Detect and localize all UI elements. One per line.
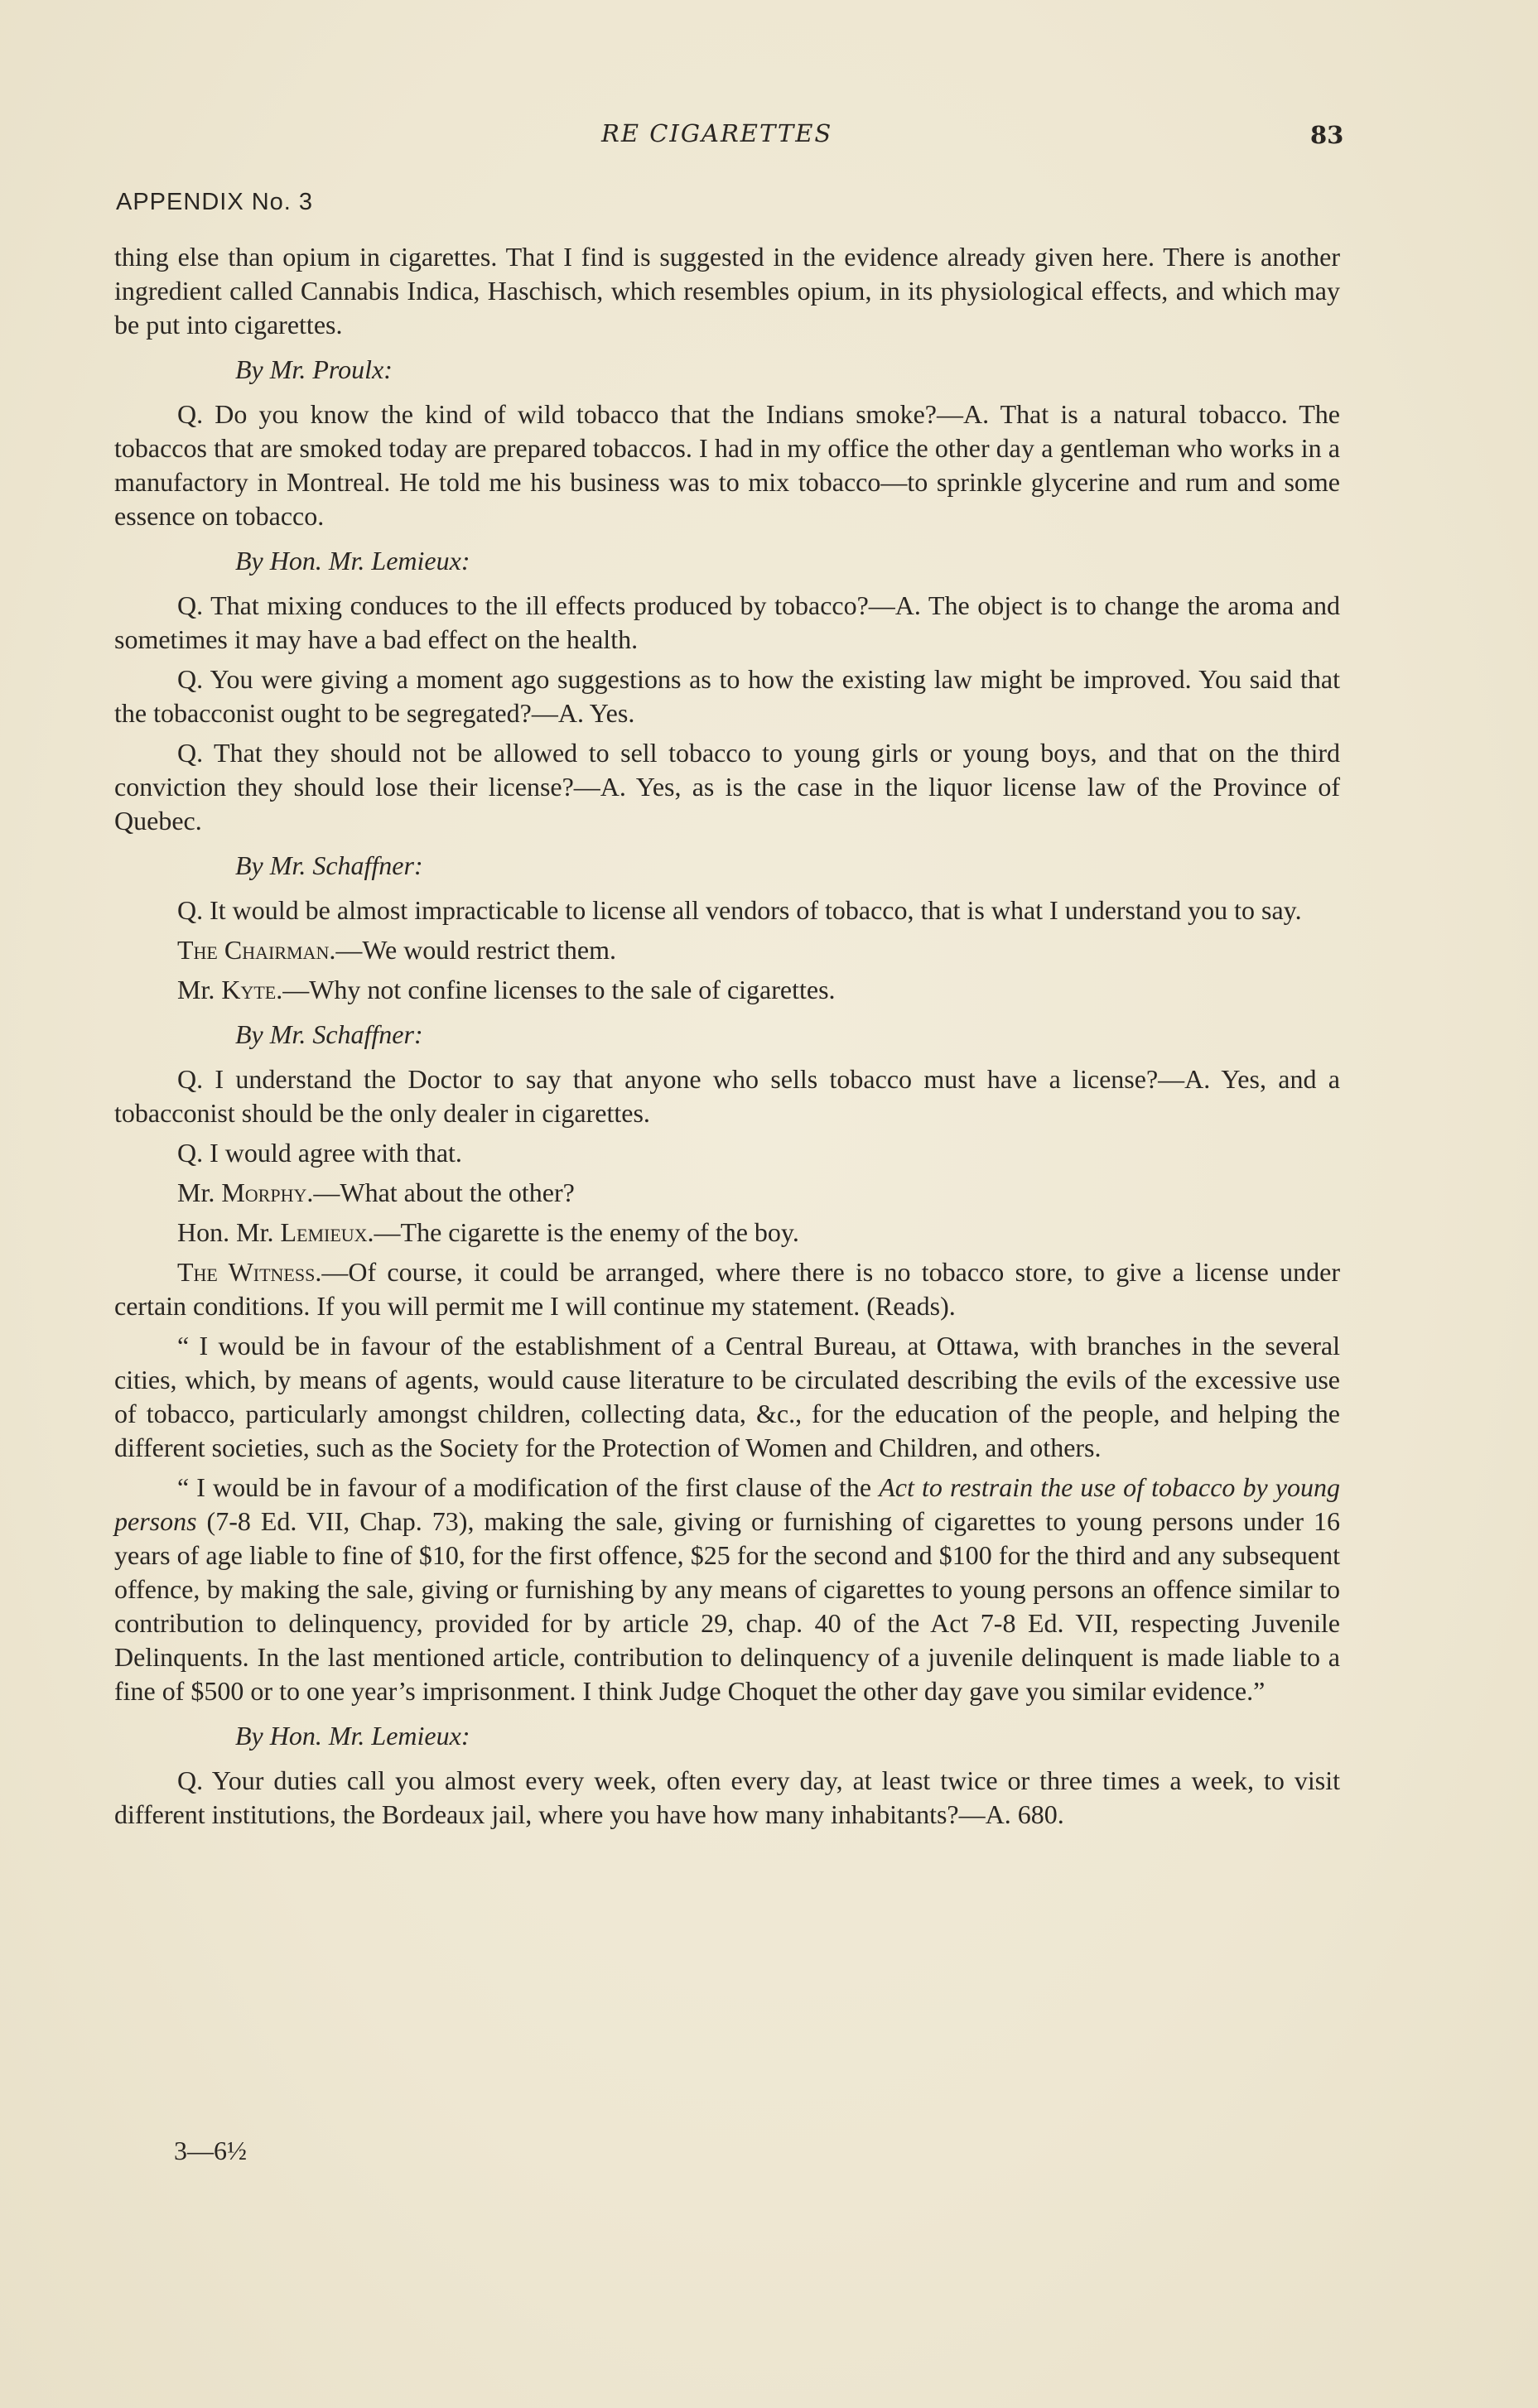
paragraph: Q. It would be almost impracticable to license all vendors of tobacco, that is what I understand you to say. — [177, 895, 1302, 925]
appendix-label: APPENDIX No. 3 — [116, 189, 314, 215]
speaker-name: The Chairman. — [177, 935, 336, 965]
statement-text: —Of course, it could be arranged, where there is no tobacco store, to give a license under certain conditions. If you will permit me I will continue my statement. (Reads). — [114, 1257, 1341, 1321]
quote-text: “ I would be in favour of a modification of the first clause of the — [177, 1472, 880, 1502]
paragraph: Q. I would agree with that. — [177, 1138, 462, 1168]
statement-line — [114, 1216, 1340, 1250]
paragraph: Q. That they should not be allowed to sell tobacco to young girls or young boys, and that on the third conviction they should lose their license?—A. Yes, as is the case in the liquor license law of the Province of Quebec. — [114, 738, 1340, 836]
examiner-heading: By Mr. Proulx: — [235, 354, 393, 384]
speaker-name: Lemieux. — [280, 1217, 374, 1247]
quoted-paragraph — [114, 1471, 1340, 1708]
quote-text: (7-8 Ed. VII, Chap. 73), making the sale, giving or furnishing of cigarettes to young persons under 16 years of age liable to fine of $10, for the first offence, $25 for the second and $100 for the third and any subsequent offence, by making the sale, giving or furnishing by any means of cigarettes to young persons an offence similar to contribution to delinquency, provided for by article 29, chap. 40 of the Act 7-8 Ed. VII, respecting Juvenile Delinquents. In the last mentioned article, contribution to delinquency of a juvenile delinquent is made liable to a fine of $500 or to one year’s imprisonment. I think Judge Choquet the other day gave you similar evidence.” — [114, 1506, 1340, 1706]
running-title: RE CIGARETTES — [601, 119, 833, 147]
speaker-name: Morphy. — [221, 1178, 314, 1207]
statement-line — [114, 933, 1340, 967]
paragraph: Q. I understand the Doctor to say that anyone who sells tobacco must have a license?—A. Yes, and a tobacconist should be the only dealer in cigarettes. — [114, 1064, 1340, 1128]
examiner-heading: By Hon. Mr. Lemieux: — [235, 1721, 470, 1751]
examiner-heading: By Mr. Schaffner: — [235, 1019, 423, 1049]
statement-text: —What about the other? — [313, 1178, 575, 1207]
speaker-title: Mr. — [177, 975, 222, 1004]
statement-text: —We would restrict them. — [335, 935, 617, 965]
statement-text: —Why not confine licenses to the sale of cigarettes. — [282, 975, 836, 1004]
statement-text: —The cigarette is the enemy of the boy. — [374, 1217, 799, 1247]
examiner-heading: By Hon. Mr. Lemieux: — [235, 546, 470, 576]
statement-line — [114, 1176, 1340, 1210]
statement-line — [114, 1255, 1340, 1323]
page-number: 83 — [1310, 121, 1344, 149]
body-text — [114, 240, 1340, 1837]
paragraph: Q. Do you know the kind of wild tobacco that the Indians smoke?—A. That is a natural tobacco. The tobaccos that are smoked today are prepared tobaccos. I had in my office the other day a gentleman who works in a manufactory in Montreal. He told me his business was to mix tobacco—to sprinkle glycerine and rum and some essence on tobacco. — [114, 399, 1340, 531]
speaker-title: Mr. — [177, 1178, 222, 1207]
paragraph: Q. That mixing conduces to the ill effects produced by tobacco?—A. The object is to change the aroma and sometimes it may have a bad effect on the health. — [114, 590, 1340, 654]
quoted-paragraph: “ I would be in favour of the establishment of a Central Bureau, at Ottawa, with branches in the several cities, which, by means of agents, would cause literature to be circulated describing the evils of the excessive use of tobacco, particularly amongst children, collecting data, &c., for the education of the people, and helping the different societies, such as the Society for the Protection of Women and Children, and others. — [114, 1331, 1340, 1462]
speaker-name: The Witness. — [177, 1257, 322, 1287]
speaker-title: Hon. Mr. — [177, 1217, 281, 1247]
examiner-heading: By Mr. Schaffner: — [235, 850, 423, 880]
paragraph: thing else than opium in cigarettes. That I find is suggested in the evidence already given here. There is another ingredient called Cannabis Indica, Haschisch, which resembles opium, in its physiological effects, and which may be put into cigarettes. — [114, 242, 1340, 340]
speaker-name: Kyte. — [221, 975, 283, 1004]
act-title: Act to restrain the use of tobacco by young persons — [114, 1472, 1341, 1536]
paragraph: Q. Your duties call you almost every week, often every day, at least twice or three times a week, to visit different institutions, the Bordeaux jail, where you have how many inhabitants?—A. 680. — [114, 1765, 1340, 1829]
paragraph: Q. You were giving a moment ago suggestions as to how the existing law might be improved. You said that the tobacconist ought to be segregated?—A. Yes. — [114, 664, 1340, 728]
signature-mark: 3—6½ — [174, 2136, 247, 2165]
statement-line — [114, 973, 1340, 1007]
